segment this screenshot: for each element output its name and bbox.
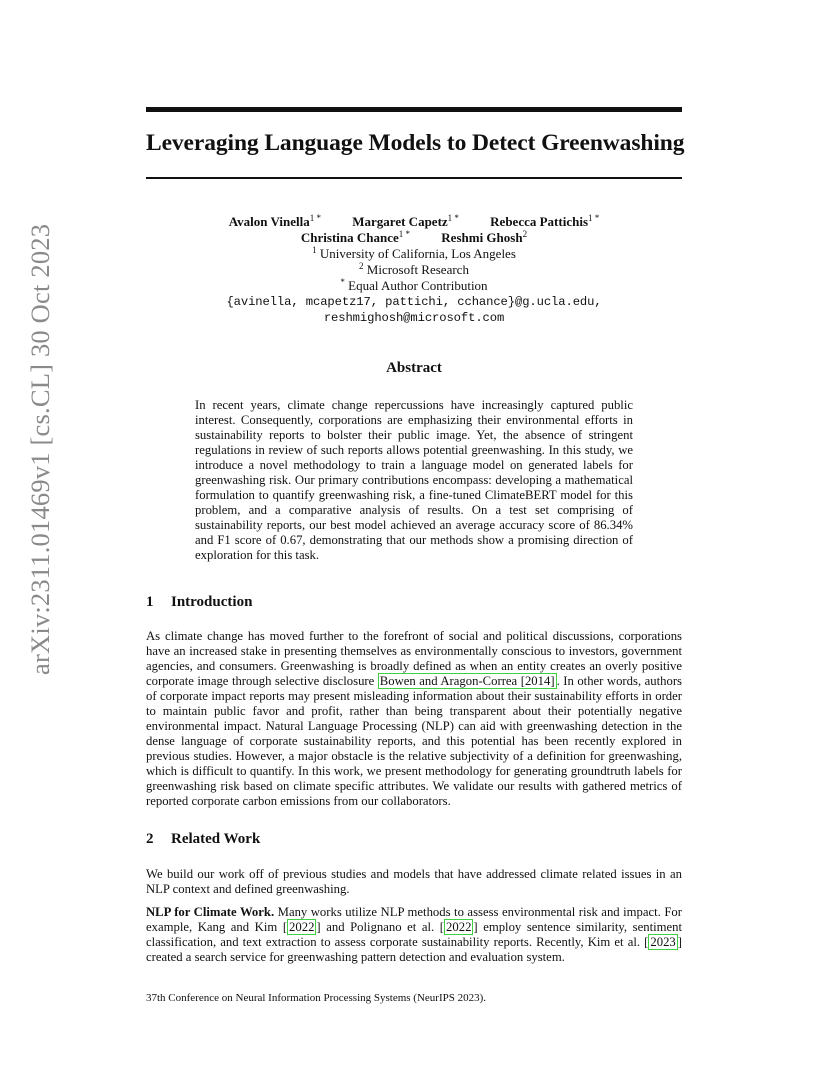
title-bottom-rule bbox=[146, 177, 682, 179]
abstract-text: In recent years, climate change repercussions have increasingly captured public interest. Consequently, corporations are emphasizing their environmental efforts in sustainability reports to bolster their public image. Yet, the absence of stringent regulations in review of such reports allows potential greenwashing. In this study, we introduce a novel methodology to train a language model on generated labels for greenwashing risk. Our primary contributions encompass: developing a mathematical formulation to quantify greenwashing risk, a fine-tuned ClimateBERT model for this problem, and a comparative analysis of results. On a test set comprising of sustainability reports, our best model achieved an average accuracy score of 86.34% and F1 score of 0.67, demonstrating that our methods show a promising direction of exploration for this task. bbox=[195, 398, 633, 562]
citation-link[interactable]: 2023 bbox=[650, 935, 676, 949]
author: Christina Chance$^{1 *}$ bbox=[300, 229, 411, 245]
abstract-heading: Abstract bbox=[386, 360, 442, 376]
section-heading-related-work: 2 Related Work bbox=[146, 831, 261, 847]
author: Rebecca Pattichis$^{1 *}$ bbox=[490, 213, 600, 229]
author: Reshmi Ghosh$^2$ bbox=[441, 229, 528, 245]
affiliation: $^1$ University of California, Los Angeles bbox=[312, 245, 516, 261]
author-emails: reshmighosh@microsoft.com bbox=[323, 311, 505, 325]
citation-link[interactable]: 2022 bbox=[446, 920, 472, 934]
related-work-intro-paragraph: We build our work off of previous studies and models that have addressed climate related issues in an NLP context and defined greenwashing. bbox=[146, 867, 682, 896]
citation-link[interactable]: 2022 bbox=[289, 920, 315, 934]
title-top-rule bbox=[146, 107, 682, 112]
author-block bbox=[146, 214, 682, 326]
author: Avalon Vinella$^{1 *}$ bbox=[228, 213, 321, 229]
author-emails: {avinella, mcapetz17, pattichi, cchance}@g.ucla.edu, bbox=[226, 295, 602, 309]
citation-link[interactable]: Bowen and Aragon-Correa [2014] bbox=[379, 674, 555, 688]
affiliation: * Equal Author Contribution bbox=[340, 277, 488, 293]
section-heading-introduction: 1 Introduction bbox=[146, 594, 253, 610]
author: Margaret Capetz$^{1 *}$ bbox=[352, 213, 459, 229]
author-row-1 bbox=[146, 214, 682, 230]
affiliation: $^2$ Microsoft Research bbox=[359, 261, 469, 277]
introduction-paragraph: As climate change has moved further to the forefront of social and political discussions, corporations have an increased stake in presenting themselves as environmentally conscious to investors, government agencies, and consumers. Greenwashing is broadly defined as when an entity creates an overly positive corporate image through selective disclosure Bowen and Aragon-Correa [2014] . In other words, authors of corporate impact reports may present misleading information about their sustainability efforts in order to maintain public favor and profit, rather than being transparent about their potentially negative environmental impact. Natural Language Processing (NLP) can aid with greenwashing detection in the dense language of corporate sustainability reports, and this potential has been recently explored in previous studies. However, a major obstacle is the relative subjectivity of a definition for greenwashing, which is difficult to quantify. In this work, we present methodology for generating groundtruth labels for greenwashing risk based on climate specific attributes. We validate our results with gathered metrics of reported corporate carbon emissions from our collaborators. bbox=[146, 629, 682, 808]
arxiv-identifier-stamp: arXiv:2311.01469v1 [cs.CL] 30 Oct 2023 bbox=[25, 223, 55, 675]
nlp-climate-paragraph: NLP for Climate Work. Many works utilize NLP methods to assess environmental risk and impact. For example, Kang and Kim [ 2022 ] and Polignano et al. [ 2022 ] employ sentence similarity, sentiment classification, and text extraction to assess corporate sustainability reports. Recently, Kim et al. [ 2023 ] created a search service for greenwashing pattern detection and evaluation system. bbox=[146, 905, 682, 964]
conference-footer: 37th Conference on Neural Information Processing Systems (NeurIPS 2023). bbox=[146, 992, 487, 1004]
paper-title: Leveraging Language Models to Detect Greenwashing bbox=[146, 130, 685, 156]
author-row-2 bbox=[146, 230, 682, 246]
paragraph-run-head: NLP for Climate Work. bbox=[146, 905, 275, 919]
